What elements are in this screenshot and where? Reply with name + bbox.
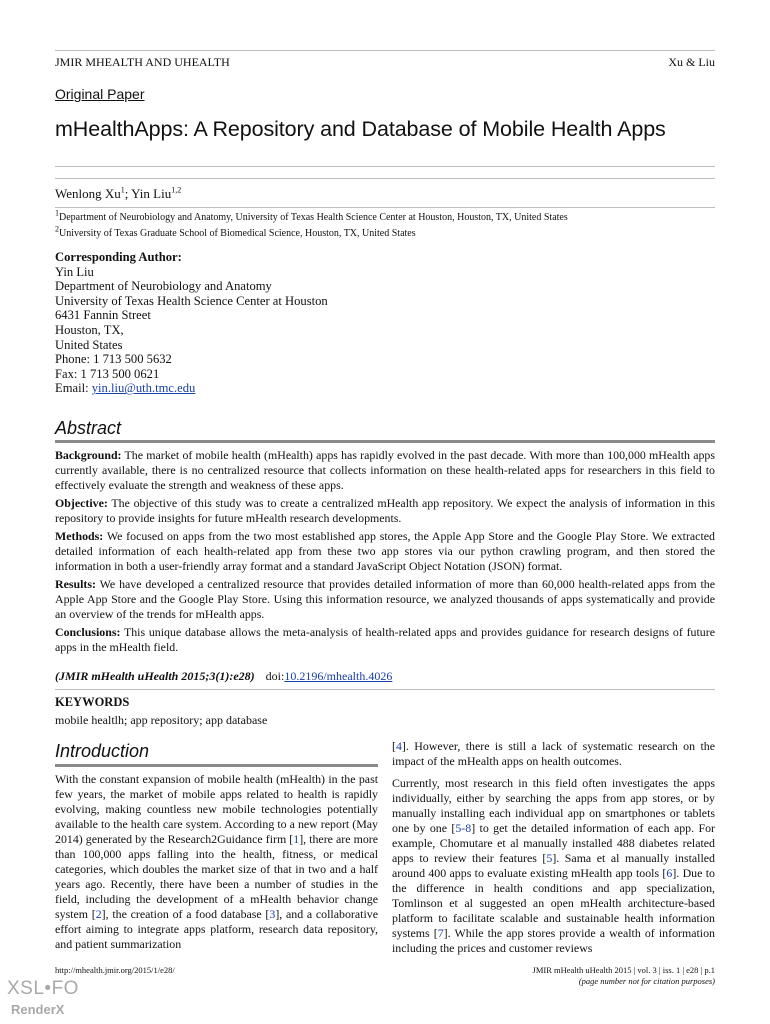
affiliations [55, 210, 568, 242]
keywords-text: mobile healtlh; app repository; app database [55, 713, 268, 727]
renderx-watermark: RenderX [11, 1002, 65, 1017]
corresponding-line: Department of Neurobiology and Anatomy [55, 279, 272, 294]
article-type-label: Original Paper [55, 86, 145, 102]
corresponding-line: Houston, TX, [55, 322, 124, 337]
corresponding-line: Fax: 1 713 500 0621 [55, 366, 160, 381]
abstract-rule [55, 440, 715, 443]
footer-journal-info: JMIR mHealth uHealth 2015 | vol. 3 | iss. 1 | e28 | p.1 [532, 965, 715, 975]
footer-page-note: (page number not for citation purposes) [578, 976, 715, 986]
intro-left-paragraph: With the constant expansion of mobile health (mHealth) in the past few years, the market of mobile apps related to health is rapidly evolving, making countless new mobile technologies potentially available to the health care system. According to a new report (May 2014) generated by the Research2Guidance firm [1], there are more than 100,000 apps falling into the health, fitness, or medical categories, which doubles the market size of that in two and a half years ago. Recently, there have been a number of studies in the field, including the development of a mHealth behavior change system [2], the creation of a food database [3], and a collaborative effort aiming to integrate apps platform, research data repository, and patient summarization [55, 772, 379, 951]
corresponding-author-block [55, 250, 328, 396]
abstract-heading: Abstract [55, 418, 122, 438]
intro-right-paragraph-2: Currently, most research in this field often investigates the apps individually, either by searching the apps from app stores, or by manually installing each individual app on smartphones or tablets one by one [5-8] to get the detailed information of each app. For example, Chomutare et al manually installed 488 diabetes related apps to review their features [5]. Sama et al manually installed around 400 apps to evaluate existing mHealth app tools [6]. Due to the difference in health conditions and app specialization, Tomlinson et al suggested an open mHealth architecture-based platform to facilitate scalable and sustainable health information systems [7]. While the app stores provide a wealth of information including the prices and customer reviews [392, 776, 715, 955]
author-list [55, 186, 181, 202]
authors-rule [55, 207, 715, 208]
citation-text: (JMIR mHealth uHealth 2015;3(1):e28) [55, 669, 255, 683]
email-link[interactable]: yin.liu@uth.tmc.edu [91, 381, 196, 396]
xslfo-watermark: XSL•FO [7, 978, 79, 999]
title-rule-2 [55, 178, 715, 179]
abstract-results: Results: We have developed a centralized resource that provides detailed information of more than 60,000 health-related apps from the Apple App Store and the Google Play Store. Using this information resource, we analyzed thousands of apps systematically and provide an overview of the trends for mHealth apps. [55, 577, 715, 621]
journal-header: JMIR MHEALTH AND UHEALTH [55, 55, 230, 69]
email-line: Email: yin.liu@uth.tmc.edu [55, 381, 196, 396]
author-2-affil: 1,2 [171, 185, 182, 195]
author-sep: ; [124, 186, 132, 201]
citation-ref[interactable]: 5-8 [455, 821, 472, 835]
footer-url: http://mhealth.jmir.org/2015/1/e28/ [55, 965, 175, 975]
keywords-heading: KEYWORDS [55, 695, 130, 709]
corresponding-line: 6431 Fannin Street [55, 308, 151, 323]
affiliation-2: $^2$University of Texas Graduate School of Biomedical Science, Houston, TX, United States [55, 224, 416, 239]
citation-ref[interactable]: 4 [395, 739, 402, 753]
title-rule-1 [55, 166, 715, 167]
abstract-methods: Methods: We focused on apps from the two most established app stores, the Apple App Store and the Google Play Store. We extracted detailed information of each health-related app from these two app stores via our python crawling program, and then stored the information in both a user-friendly array format and a standard JavaScript Object Notation (JSON) format. [55, 529, 715, 573]
author-1: Wenlong Xu [55, 186, 121, 201]
citation-ref[interactable]: 7 [437, 926, 444, 940]
citation-ref[interactable]: 1 [293, 832, 300, 846]
authors-short-header: Xu & Liu [668, 55, 715, 69]
doi-label: doi: [265, 669, 285, 683]
introduction-rule [55, 764, 378, 767]
author-1-affil: 1 [120, 185, 125, 195]
citation-ref[interactable]: 5 [546, 851, 553, 865]
abstract-background: Background: The market of mobile health (mHealth) apps has rapidly evolved in the past decade. With more than 100,000 mHealth apps currently available, there is no centralized resource that collects information on these health-related apps for researchers in this field to effectively evaluate the strength and weakness of these apps. [55, 448, 715, 492]
abstract-conclusions: Conclusions: This unique database allows the meta-analysis of health-related apps and provides guidance for research designs of future apps in the mHealth field. [55, 625, 715, 654]
abstract-body [55, 448, 715, 655]
author-2: Yin Liu [131, 186, 172, 201]
abstract-objective: Objective: The objective of this study was to create a centralized mHealth app repository. We expect the analysis of information in this repository to provide insights for future mHealth research developments. [55, 496, 715, 525]
citation-ref[interactable]: 6 [666, 866, 673, 880]
corresponding-line: University of Texas Health Science Center at Houston [55, 293, 328, 308]
citation-line [55, 669, 392, 684]
corresponding-line: Phone: 1 713 500 5632 [55, 352, 172, 367]
affiliation-1: $^1$Department of Neurobiology and Anatomy, University of Texas Health Science Center at Houston, Houston, TX, United States [55, 208, 568, 223]
citation-ref[interactable]: 3 [269, 907, 276, 921]
doi-link[interactable]: 10.2196/mhealth.4026 [284, 669, 393, 683]
introduction-heading: Introduction [55, 741, 150, 761]
corresponding-heading: Corresponding Author: [55, 250, 182, 264]
intro-right-paragraph-1: [4]. However, there is still a lack of systematic research on the impact of the mHealth apps on health outcomes. [392, 739, 715, 768]
corresponding-line: United States [55, 337, 123, 352]
corresponding-line: Yin Liu [55, 264, 94, 279]
keywords-rule [55, 689, 715, 690]
header-rule-top [55, 50, 715, 51]
paper-title: mHealthApps: A Repository and Database of Mobile Health Apps [55, 117, 666, 141]
citation-ref[interactable]: 2 [95, 907, 102, 921]
